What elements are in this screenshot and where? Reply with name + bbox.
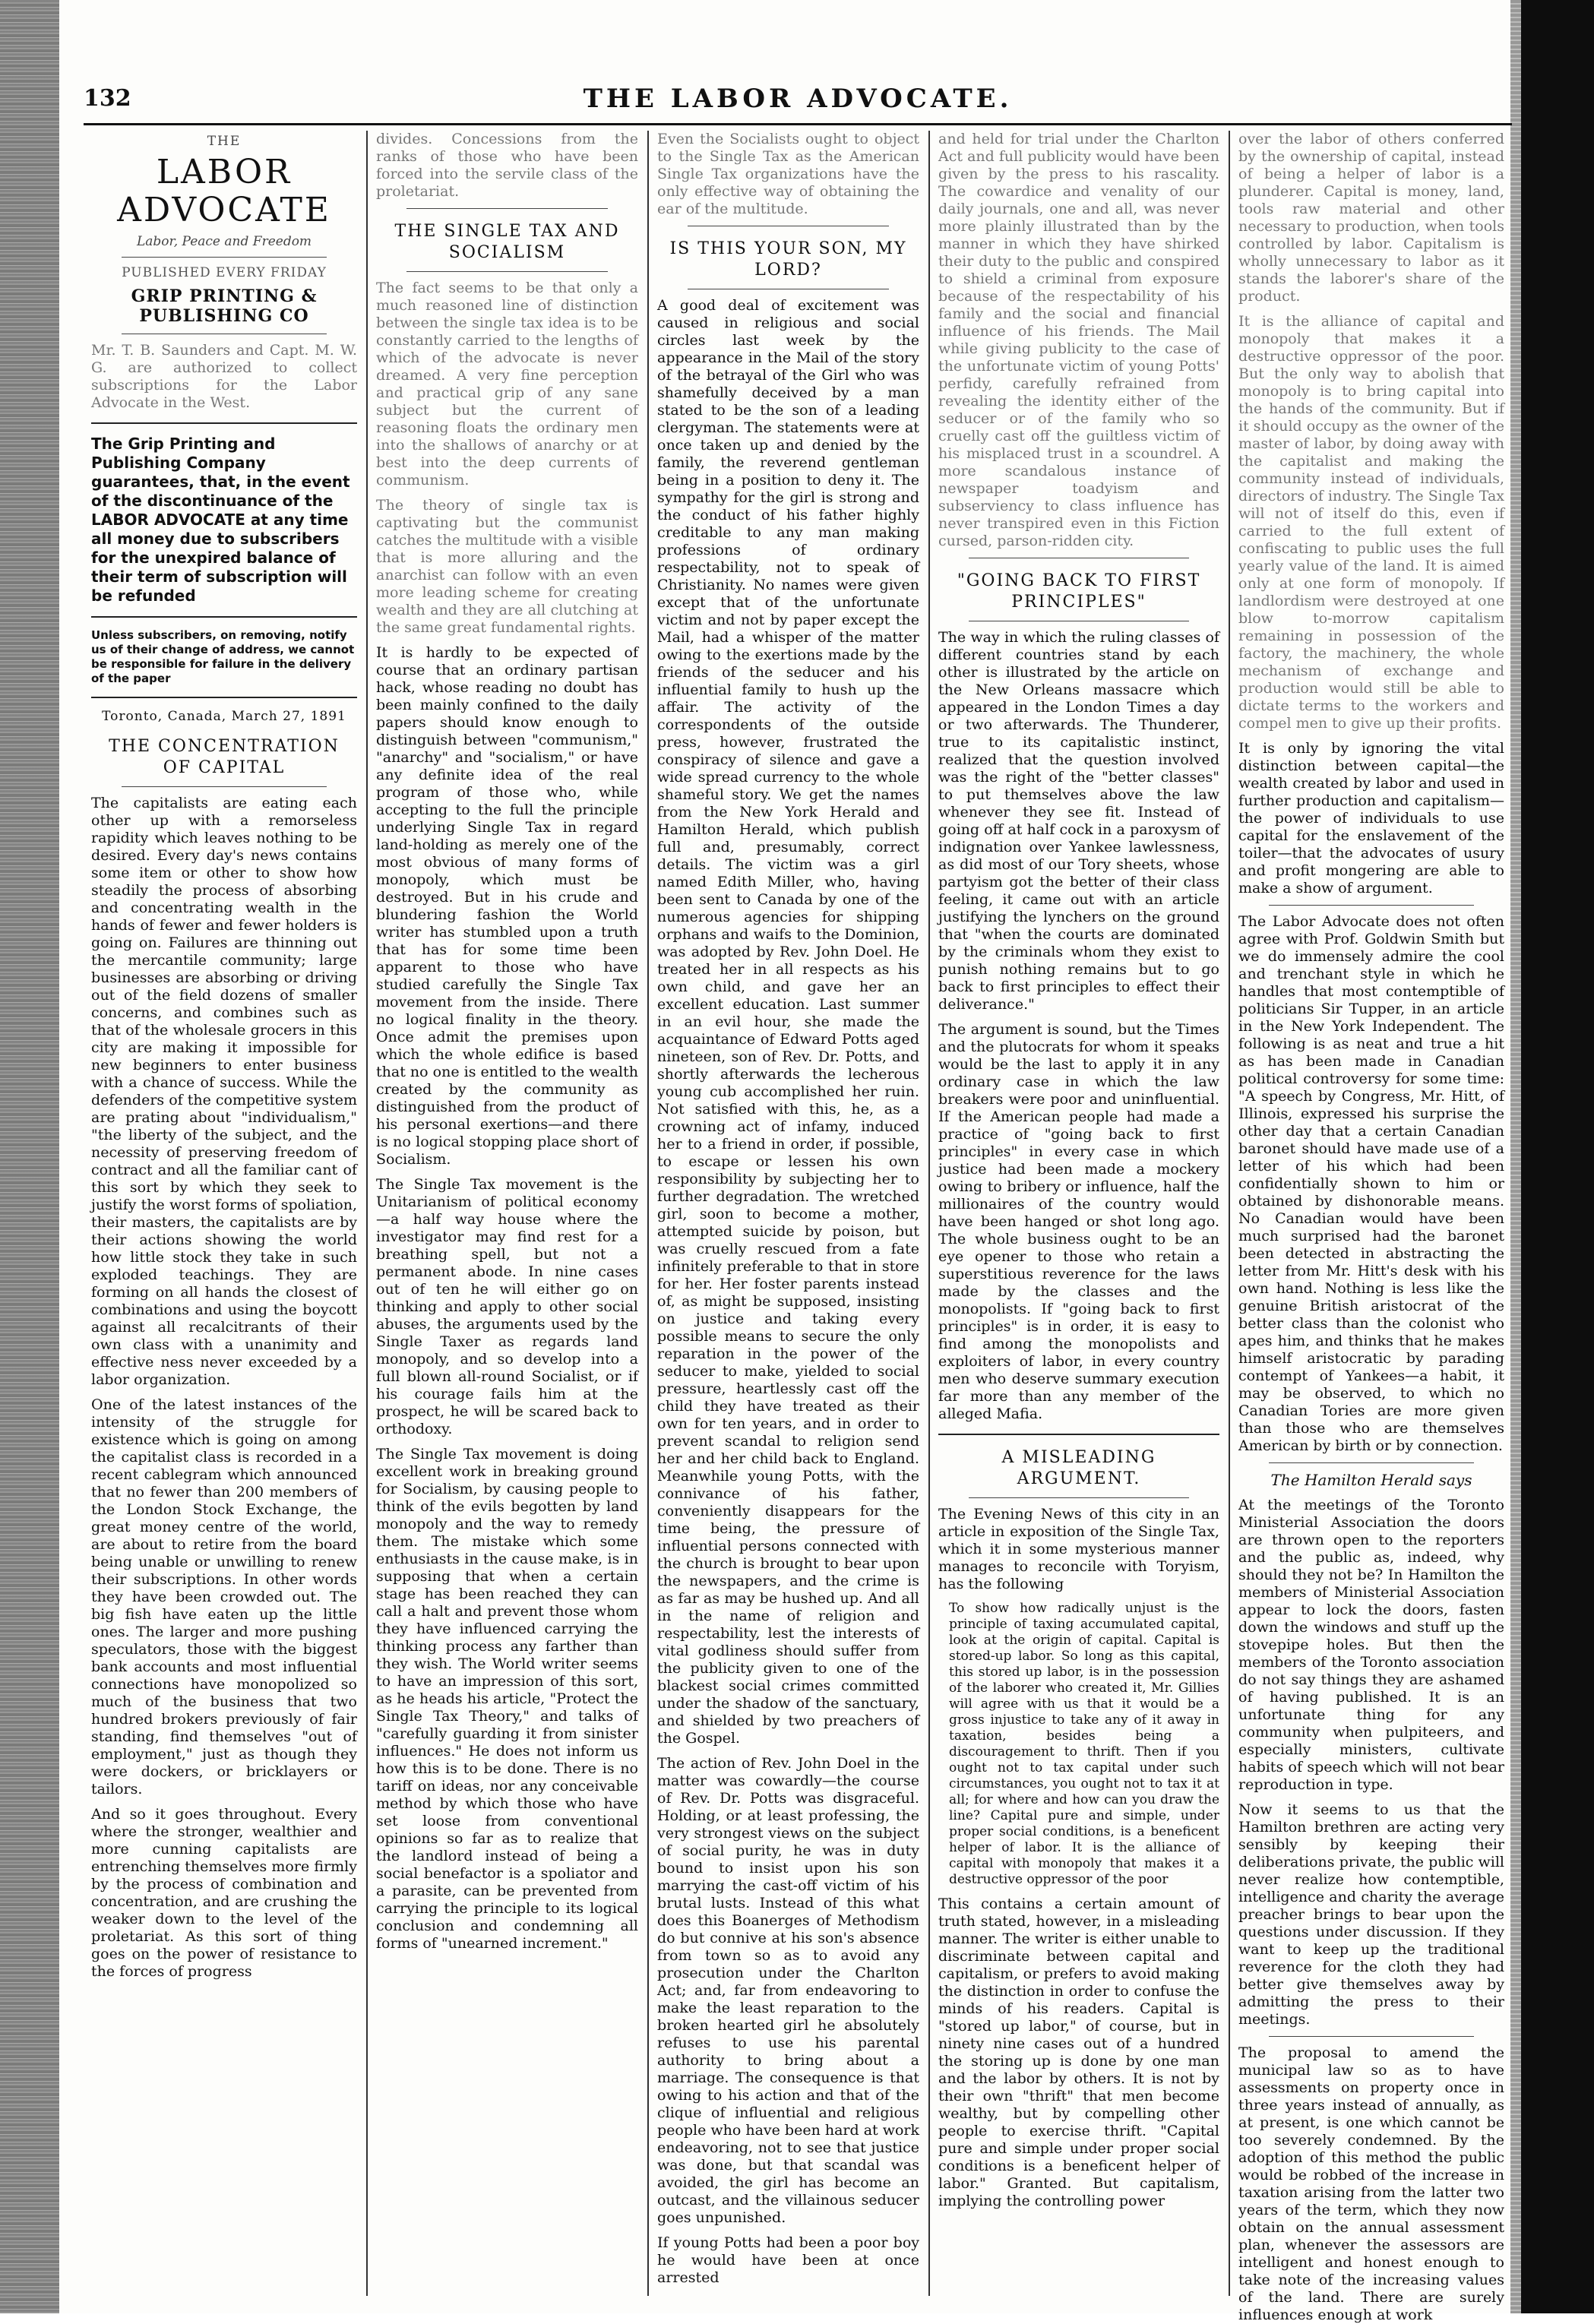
article-paragraph: And so it goes throughout. Every where the stronger, wealthier and more cunning capitalists are entrenching themselves more firmly by the process of combination and concentration, and are crushing the weaker down to the level of the proletariat. As this sort of thing goes on the power of resistance to the forces of progress — [91, 1806, 357, 1980]
article-paragraph: The way in which the ruling classes of different countries stand by each other is illustrated by the article on the New Orleans massacre which appeared in the London Times a day or two afterwards. The Thunderer, true to its capitalistic instinct, realized that the question involved was the right of the "better classes" to put themselves above the law whenever they see fit. Instead of going off at half cock in a paroxysm of indignation over Yankee lawlessness, as did most of our Tory sheets, whose partyism got the better of their class feeling, it came out with an article justifying the lynchers on the ground that "when the courts are dominated by the criminals whom they exist to punish nothing remains but to go back to first principles to effect their deliverance." — [938, 629, 1219, 1013]
headline-concentration: THE CONCENTRATION OF CAPITAL — [109, 737, 340, 777]
guarantee-notice: The Grip Printing and Publishing Company guarantees, that, in the event of the discontinuance of the LABOR ADVOCATE at any time all money due to subscribers for the unexpired balance of their term of subscription will be refunded — [91, 435, 350, 605]
column-rule — [1229, 131, 1230, 2296]
dateline: Toronto, Canada, March 27, 1891 — [102, 709, 346, 724]
column-rule — [647, 131, 649, 2296]
divider — [938, 1434, 1219, 1435]
divider — [406, 208, 608, 209]
column-1 — [84, 131, 365, 2296]
article-paragraph: divides. Concessions from the ranks of those who have been forced into the servile class of the proletariat. — [376, 131, 638, 200]
quoted-paragraph: To show how radically unjust is the principle of taxing accumulated capital, look at the origin of capital. Capital is stored-up labor. So long as this capital, this stored up labor, is in the possession of the laborer who created it, Mr. Gillies will agree with us that it would be a gross injustice to take any of it away in taxation, besides being a discouragement to thrift. Then if you ought not to tax capital under such circumstances, you ought not to tax it at all; for where and how can you draw the line? Capital pure and simple, under proper social conditions, is a beneficent helper of labor. It is the alliance of capital with monopoly that makes it a destructive oppressor of the poor — [949, 1601, 1219, 1887]
article-paragraph: This contains a certain amount of truth stated, however, in a misleading manner. The writer is either unable to discriminate between capital and capitalism, or prefers to avoid making the distinction in order to confuse the minds of his readers. Capital is "stored up labor," of course, but in ninety nine cases out of a hundred the storing up is done by one man and the labor by others. It is not by their own "thrift" that men become wealthy, but by compelling other people to exercise thrift. "Capital pure and simple under proper social conditions is a beneficent helper of labor." Granted. But capitalism, implying the controlling power — [938, 1896, 1219, 2209]
article-paragraph: The Single Tax movement is doing excellent work in breaking ground for Socialism, by causing people to think of the evils begotten by land monopoly and the way to remedy them. The mistake which some enthusiasts in the cause make, is in supposing that when a certain stage has been reached they can call a halt and prevent those whom they have influenced carrying the thinking process any farther than they wish. The World writer seems to have an impression of this sort, as he heads his article, "Protect the Single Tax Theory," and talks of "carefully guarding it from sinister influences." He does not inform us how this is to be done. There is no tariff on ideas, nor any conceivable method by which those who have set loose from conventional opinions so far as to realize that the landlord instead of being a social benefactor is a spoliator and a parasite, can be prevented from carrying the principle to its logical conclusion and condemning all forms of "unearned increment." — [376, 1446, 638, 1952]
divider — [122, 257, 327, 258]
editors-note: Mr. T. B. Saunders and Capt. M. W. G. are authorized to collect subscriptions for the Labor Advocate in the West. — [91, 342, 357, 411]
article-paragraph: Now it seems to us that the Hamilton brethren are acting very sensibly by keeping their deliberations private, the public will never realize how contemptible, intelligence and charity the average preacher brings to bear upon the questions under discussion. If they want to keep up the traditional reverence for the cloth they had better give themselves away by admitting the press to their meetings. — [1238, 1801, 1504, 2028]
divider — [1269, 2036, 1474, 2037]
scan-edge-left — [0, 0, 59, 2313]
article-paragraph: A good deal of excitement was caused in religious and social circles last week by the appearance in the Mail of the story of the betrayal of the Girl who was shamefully deceived by a man stated to be the son of a leading clergyman. The statements were at once taken up and denied by the family, the reverend gentleman being in a position to deny it. The sympathy for the girl is strong and the conduct of his father highly creditable to any man making professions of ordinary respectability, not to speak of Christianity. No names were given except that of the unfortunate victim and not by paper except the Mail, had a whisper of the matter owing to the exertions made by the friends of the seducer and his influential family to hush up the affair. The activity of the correspondents of the outside press, however, frustrated the conspiracy of silence and gave a wide spread currency to the whole shameful story. We get the names from the New York Herald and Hamilton Herald, which publish full and, presumably, correct details. The victim was a girl named Edith Miller, who, having been sent to Canada by one of the numerous agencies for shipping orphans and waifs to the Dominion, was adopted by Rev. John Doel. He treated her in all respects as his own child, and gave her an excellent education. Last summer in an evil hour, she made the acquaintance of Edward Potts aged nineteen, son of Rev. Dr. Potts, and shortly afterwards the lecherous young cub accomplished her ruin. Not satisfied with this, he, as a crowning act of infamy, induced her to a friend in order, if possible, to escape or lessen his own responsibility by subjecting her to further degradation. The wretched girl, soon to become a mother, attempted suicide by poison, but was cruelly rescued from a fate infinitely preferable to that in store for her. Her foster parents instead of, as might be supposed, insisting on justice and taking every possible means to secure the only reparation in the power of the seducer to make, yielded to social pressure, heartlessly cast off the child they have treated as their own for ten years, and in order to prevent scandal to religion send her and her child back to England. Meanwhile young Potts, with the connivance of his father, conveniently disappears for the time being, the pressure of influential persons connected with the church is brought to bear upon the newspapers, and the crime is as far as may be hushed up. And all in the name of religion and respectability, lest the interests of vital godliness should suffer from the publicity given to one of the blackest social crimes committed under the shadow of the sanctuary, and shielded by two preachers of the Gospel. — [657, 297, 919, 1747]
divider — [91, 422, 357, 424]
article-paragraph: The argument is sound, but the Times and the plutocrats for whom it speaks would be the last to apply it in any ordinary case in which the law breakers were poor and uninfluential. If the American people had made a practice of "going back to first principles" in every case in which justice had been made a mockery owing to bribery or influence, half the millionaires of the country would have been hanged or shot long ago. The whole business ought to be an eye opener to those who retain a superstitious reverence for the laws made by the classes and the monopolists. If "going back to first principles" is in order, it is easy to find among the monopolists and exploiters of labor, in every country men who deserve summary execution far more than any member of the alleged Mafia. — [938, 1021, 1219, 1422]
divider — [406, 271, 608, 272]
article-paragraph: The action of Rev. John Doel in the matter was cowardly—the course of Rev. Dr. Potts was disgraceful. Holding, or at least professing, the very strongest views on the subject of social purity, he was in duty bound to insist upon his son marrying the cast-off victim of his brutal lusts. Instead of this what does this Boanerges of Methodism do but connive at his son's absence from town so as to avoid any prosecution under the Charlton Act; and, far from endeavoring to make the least reparation to the broken hearted girl he absolutely refuses to use his parental authority to bring about a marriage. The consequence is that owing to his action and that of the clique of influential and religious people who have been hard at work endeavoring, not to see that justice was done, but that scandal was avoided, the girl has become an outcast, and the villainous seducer goes unpunished. — [657, 1755, 920, 2226]
masthead-company: GRIP PRINTING & PUBLISHING CO — [131, 286, 318, 326]
scan-edge-right-margin — [1510, 0, 1521, 2313]
article-paragraph: It is hardly to be expected of course that an ordinary partisan hack, whose reading no doubt has been mainly confined to the daily papers should know enough to distinguish between "communism," "anarchy" and "socialism," or have any definite idea of the real program of those who, while accepting to the full the principle underlying Single Tax in regard land-holding as merely one of the most obvious of many forms of monopoly, which must be destroyed. But in his crude and blundering fashion the World writer has stumbled upon a truth that has for some time been apparent to those who have studied carefully the Single Tax movement from the inside. There no logical finality in the theory. Once admit the premises upon which the whole edifice is based that no one is entitled to the wealth created by the community as distinguished from the product of his personal exertions—and there is no logical stopping place short of Socialism. — [376, 644, 638, 1168]
headline-going-back: "GOING BACK TO FIRST PRINCIPLES" — [957, 571, 1201, 612]
scan-edge-right — [1521, 0, 1594, 2313]
subhead-hamilton-herald: The Hamilton Herald says — [1270, 1471, 1472, 1489]
headline-misleading-argument: A MISLEADING ARGUMENT. — [1001, 1448, 1156, 1488]
paper-title: THE LABOR ADVOCATE. — [583, 84, 1013, 114]
article-paragraph: The Evening News of this city in an article in exposition of the Single Tax, which it in some mysterious manner manages to reconcile with Toryism, has the following — [938, 1506, 1219, 1592]
article-paragraph: The Single Tax movement is the Unitarianism of political economy —a half way house where the investigator may find rest for a breathing spell, but not a permanent abode. In nine cases out of ten he will either go on thinking and apply to other social abuses, the arguments used by the Single Taxer as regards land monopoly, and so develop into a full blown all-round Socialist, or if his courage fails him at the prospect, he will be scared back to orthodoxy. — [376, 1176, 638, 1437]
masthead-title: LABOR ADVOCATE — [117, 153, 331, 229]
article-paragraph: One of the latest instances of the intensity of the struggle for existence which is going on among the capitalist class is recorded in a recent cablegram which announced that no fewer than 200 members of the London Stock Exchange, the great money centre of the world, are about to retire from the board being unable or unwilling to renew their subscriptions. In other words they have been crowded out. The big fish have eaten up the little ones. The larger and more pushing speculators, those with the biggest bank accounts and most influential connections have monopolized so much of the business that two hundred brokers previously of fair standing, find themselves "out of employment," just as though they were dockers, or bricklayers or tailors. — [91, 1396, 357, 1798]
divider — [91, 616, 357, 618]
divider — [969, 1497, 1189, 1498]
running-head — [84, 76, 1512, 122]
article-paragraph: The theory of single tax is captivating but the communist catches the multitude with a visible that is more alluring and the anarchist can follow with an even more leading scheme for creating wealth and they are all clutching at the same great fundamental rights. — [376, 497, 638, 636]
article-paragraph: over the labor of others conferred by the ownership of capital, instead of being a helper of labor is a plunderer. Capital is money, land, tools raw material and other necessary to production, when tools controlled by labor. Capitalism is wholly unnecessary to labor as it stands the laborer's share of the product. — [1238, 131, 1504, 305]
article-paragraph: The proposal to amend the municipal law so as to have assessments on property once in three years instead of annually, as at present, is one which cannot be too severely condemned. By the adoption of this method the public would be robbed of the increase in taxation arising from the latter two years of the term, which they now obtain on the annual assessment plan, whenever the assessors are intelligent and honest enough to take note of the increasing values of the land. There are surely influences enough at work — [1238, 2044, 1504, 2323]
column-2 — [368, 131, 646, 2296]
column-4 — [931, 131, 1227, 2296]
article-paragraph: The fact seems to be that only a much reasoned line of distinction between the single tax idea is to be constantly carried to the lengths of which of the advocate is never dreamed. A very fine perception and practical grip of any sane subject but the current of reasoning floats the ordinary men into the shallows of anarchy or at best into the deep currents of communism. — [376, 280, 638, 489]
divider — [1269, 1462, 1474, 1463]
column-3 — [650, 131, 927, 2296]
column-rule — [366, 131, 368, 2296]
article-paragraph: and held for trial under the Charlton Act and full publicity would have been given by the press to his rascality. The cowardice and venality of our daily journals, one and all, was never more plainly illustrated than by the manner in which they have shirked their duty to the public and conspired to shield a criminal from exposure because of the respectability of his family and the social and financial influence of his friends. The Mail while giving publicity to the case of the unfortunate victim of young Potts' perfidy, carefully refrained from revealing the identity either of the seducer or of the family who so cruelly cast off the guiltless victim of his misplaced trust in a scoundrel. A more scandalous instance of newspaper toadyism and subserviency to class influence has never transpired even in this Fiction cursed, parson-ridden city. — [938, 131, 1219, 549]
masthead-publisher-line: PUBLISHED EVERY FRIDAY — [122, 265, 327, 280]
article-paragraph: The capitalists are eating each other up with a remorseless rapidity which leaves nothing to be desired. Every day's news contains some item or other to show how steadily the process of absorbing and concentrating wealth in the hands of fewer and fewer holders is going on. Failures are thinning out the mercantile community; large businesses are absorbing or driving out of the field dozens of smaller concerns, and combines such as that of the wholesale grocers in this city are making it impossible for new beginners to enter business with a chance of success. While the defenders of the competitive system are prating about "individualism," "the liberty of the subject, and the necessity of preserving freedom of contract and all the familiar cant of this sort by which they seek to justify the worst forms of spoliation, their masters, the capitalists are by their actions showing the world how little stock they take in such exploded teachings. They are forming on all hands the closest of combinations and using the boycott against all recalcitrants of their own class with a unanimity and effective ness never exceeded by a labor organization. — [91, 795, 357, 1388]
article-paragraph: At the meetings of the Toronto Ministerial Association the doors are thrown open to the reporters and the public as, indeed, why should they not be? In Hamilton the members of Ministerial Association appear to lock the doors, fasten down the windows and stuff up the stovepipe holes. But then the members of the Toronto association do not say things they are ashamed of having published. It is an unfortunate thing for any community when pulpiteers, and especially ministers, cultivate habits of speech which will not bear reproduction in type. — [1238, 1497, 1504, 1793]
masthead-the: THE — [207, 134, 242, 149]
masthead-subtitle: Labor, Peace and Freedom — [136, 234, 312, 249]
divider — [91, 697, 357, 698]
headline-your-son: IS THIS YOUR SON, MY LORD? — [669, 239, 907, 280]
article-paragraph: It is the alliance of capital and monopoly that makes it a destructive oppressor of the poor. But the only way to abolish that monopoly is to bring capital into the hands of the community. But if it should occupy as the owner of the master of labor, by doing away with the capitalist and making the community instead of individuals, directors of industry. The Single Tax will not of itself do this, even if carried to the full extent of confiscating to public uses the full yearly value of the land. It is aimed only at one form of monopoly. If landlordism were destroyed at one blow to-morrow capitalism remaining in possession of the factory, the machinery, the whole mechanism of exchange and production would still be able to dictate terms to the workers and compel men to give up their profits. — [1238, 313, 1504, 732]
article-paragraph: The Labor Advocate does not often agree with Prof. Goldwin Smith but we do immensely admire the cool and trenchant style in which he handles that most contemptible of politicians Sir Tupper, in an article in the New York Independent. The following is as neat and true a hit as has been made in Canadian political controversy for some time: "A speech by Congress, Mr. Hitt, of Illinois, expressed his surprise the other day that a certain Canadian baronet should have made use of a letter of his which had been confidentially shown to him or obtained by dishonorable means. No Canadian would have been much surprised had the baronet been detected in abstracting the letter from Mr. Hitt's desk with his own hand. Nothing is less like the genuine British aristocrat of the better class than the colonist who apes him, and thinks that he makes himself aristocratic by parading contempt of Yankees—a habit, it may be observed, to which no Canadian Tories are more given than those who are themselves American by birth or by connection. — [1238, 913, 1504, 1454]
divider — [1269, 905, 1474, 906]
change-of-address-notice: Unless subscribers, on removing, notify us of their change of address, we cannot be responsible for failure in the delivery of the paper — [91, 628, 355, 685]
column-rule — [928, 131, 930, 2296]
article-paragraph: It is only by ignoring the vital distinction between capital—the wealth created by labor and used in further production and capitalism—the power of individuals to use capital for the enslavement of the toiler—that the advocates of usury and profit mongering are able to make a show of argument. — [1238, 740, 1504, 896]
article-paragraph: If young Potts had been a poor boy he would have been at once arrested — [657, 2234, 919, 2286]
page-number: 132 — [84, 85, 131, 112]
article-paragraph: Even the Socialists ought to object to the Single Tax as the American Single Tax organizations have the only effective way of obtaining the ear of the multitude. — [657, 131, 919, 217]
column-5 — [1231, 131, 1512, 2323]
head-rule — [84, 123, 1512, 125]
divider — [122, 786, 327, 787]
headline-single-tax: THE SINGLE TAX AND SOCIALISM — [394, 222, 620, 262]
